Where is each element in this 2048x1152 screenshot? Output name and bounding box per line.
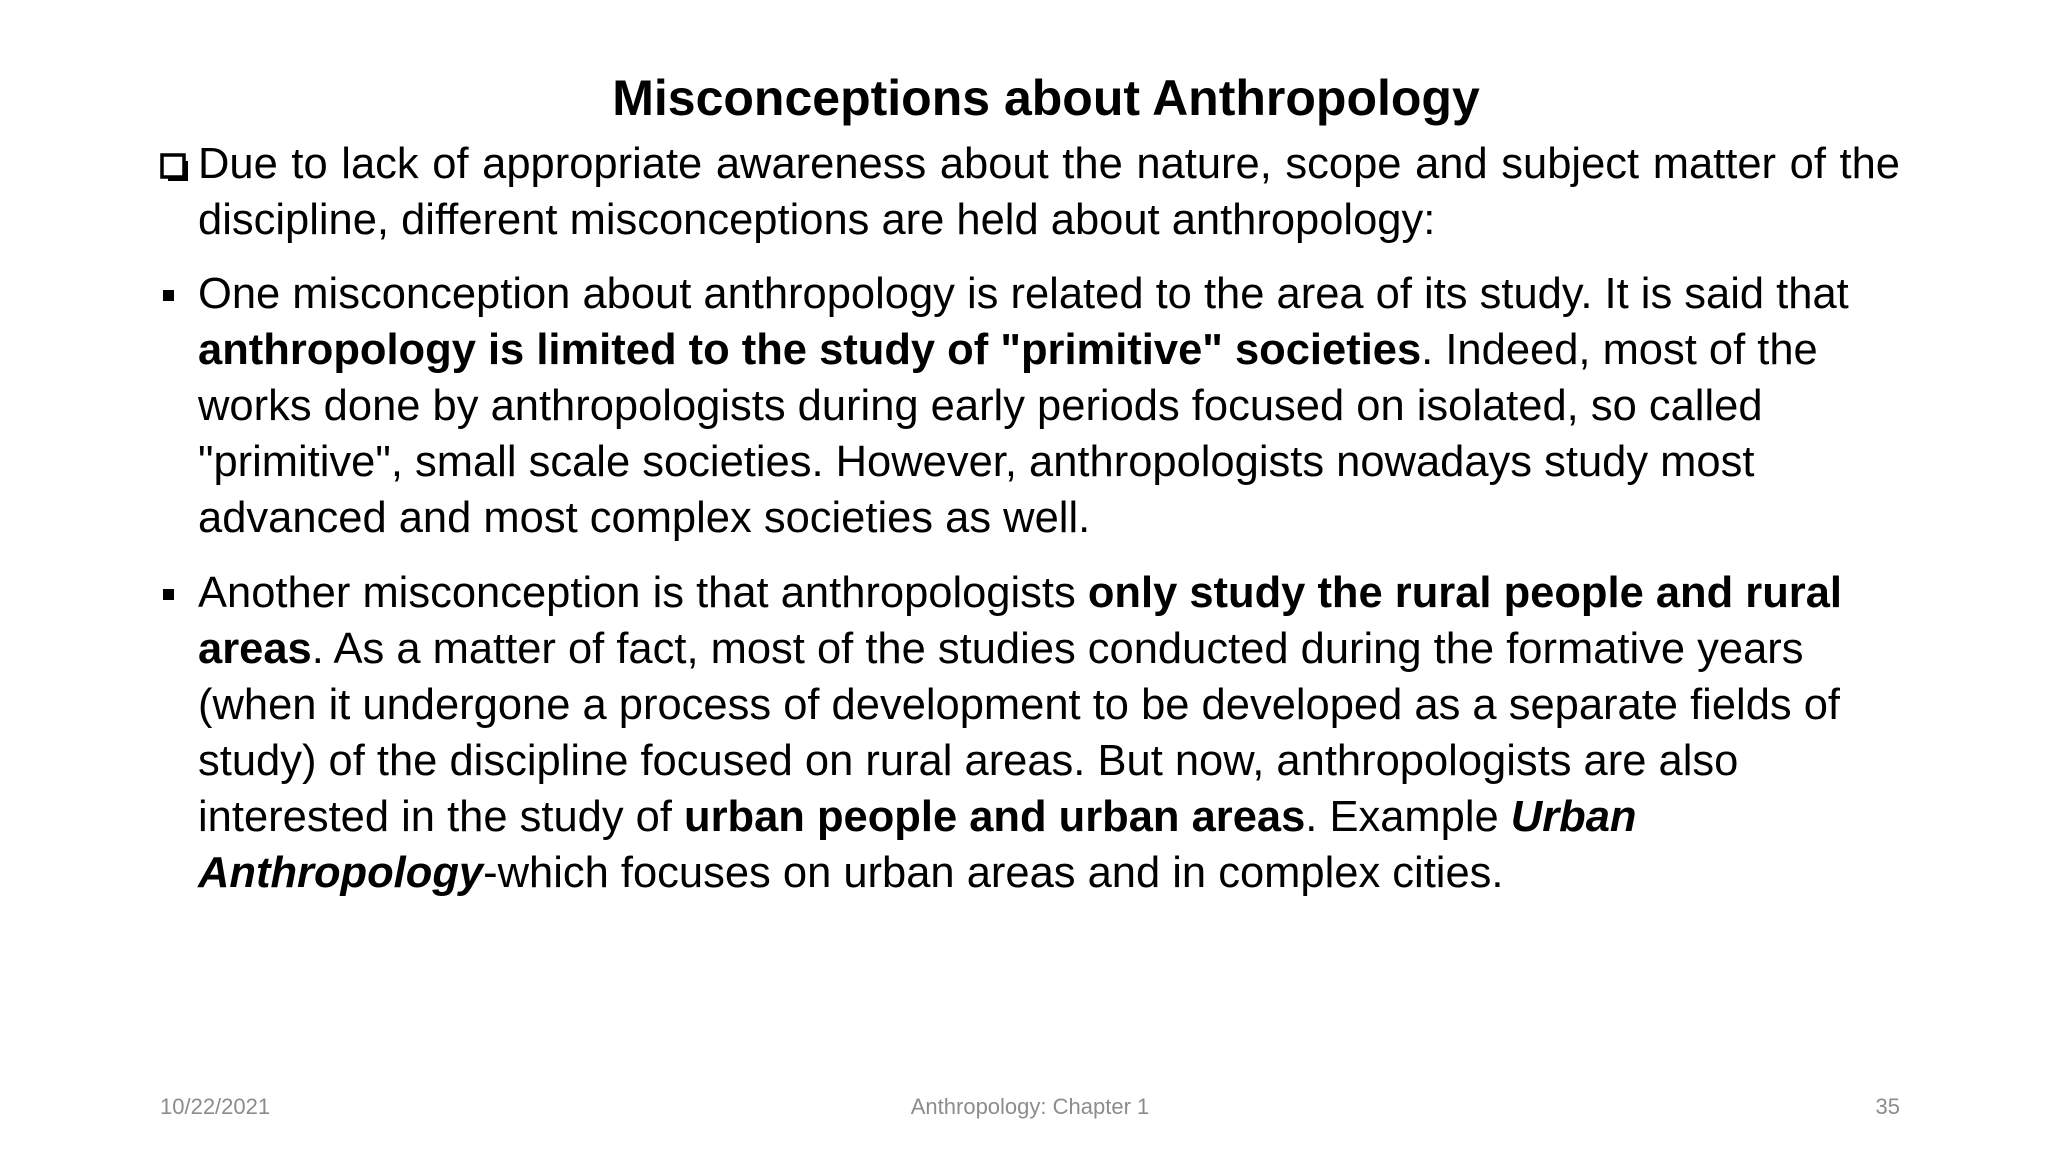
bullet1-bold-1: anthropology is limited to the study of "primitive" societies [198, 326, 1422, 374]
square-bullet-icon [163, 589, 174, 600]
bullet2-bold-1: only study the rural people and rural areas [198, 569, 1842, 673]
bullet-primitive-societies [160, 266, 1900, 546]
intro-paragraph [160, 136, 1900, 248]
bullet2-text-4: -which focuses on urban areas and in complex cities. [483, 849, 1504, 897]
slide-title: Misconceptions about Anthropology [612, 70, 1480, 126]
bullet2-bold-italic-1: Urban Anthropology [198, 793, 1637, 897]
footer-page-number: 35 [1875, 1094, 1900, 1119]
footer-center-text: Anthropology: Chapter 1 [910, 1094, 1150, 1119]
checkbox-square-icon [160, 151, 192, 183]
bullet2-text-2: . As a matter of fact, most of the studies conducted during the formative years (when it undergone a process of development to be developed as a separate fields of study) of the discipline focused on rural areas. But now, anthropologists are also interested in the study of [198, 625, 1840, 841]
bullet2-text-3: . Example [1305, 793, 1511, 841]
bullet1-text-1: One misconception about anthropology is related to the area of its study. It is said that [198, 270, 1849, 318]
bullet1-text-2: . Indeed, most of the works done by anthropologists during early periods focused on isolated, so called "primitive", small scale societies. However, anthropologists nowadays study most advanced and most complex societies as well. [198, 326, 1818, 542]
square-bullet-icon [163, 290, 174, 301]
bullet2-bold-2: urban people and urban areas [684, 793, 1306, 841]
bullet-rural-areas [160, 565, 1900, 901]
footer-date: 10/22/2021 [160, 1094, 271, 1119]
bullet2-text-1: Another misconception is that anthropologists [198, 569, 1088, 617]
intro-text: Due to lack of appropriate awareness about the nature, scope and subject matter of the discipline, different misconceptions are held about anthropology: [198, 140, 1900, 244]
